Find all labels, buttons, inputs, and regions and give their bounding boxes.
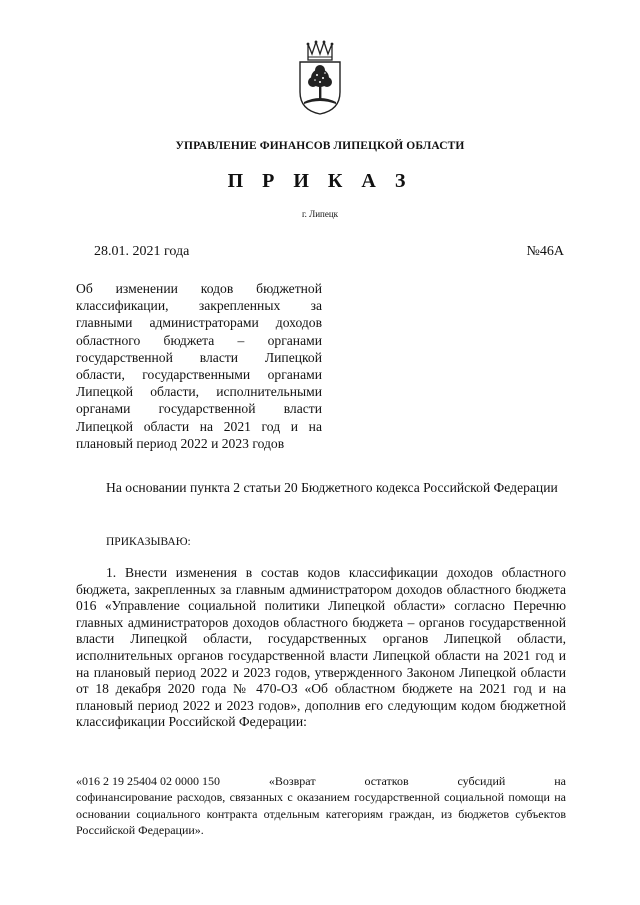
document-subject: Об изменении кодов бюджетной классификации, закрепленных за главными администраторами доходов областного бюджета – органами государственной власти Липецкой области, государственными органами Липецкой области, исполнительными органами государственной власти Липецкой области на 2021 год и на плановый период 2022 и 2023 годов [76,281,322,451]
document-date: 28.01. 2021 года [94,244,190,259]
order-word: ПРИКАЗЫВАЮ: [106,536,191,548]
budget-code: «016 2 19 25404 02 0000 150 [76,774,220,788]
organization-name: УПРАВЛЕНИЕ ФИНАНСОВ ЛИПЕЦКОЙ ОБЛАСТИ [175,140,465,152]
code-description-word: на [554,774,566,788]
city-label: г. Липецк [301,209,339,219]
budget-code-entry [76,773,566,839]
code-description: софинансирование расходов, связанных с оказанием государственной социальной помощи на основании социального контракта отдельным категориям граждан, из бюджетов субъектов Российской Федерации». [76,790,566,838]
code-description-word: остатков [364,774,409,788]
document-number: №46А [526,244,564,259]
code-entry-first-line [76,773,566,789]
document-title: П Р И К А З [227,170,413,192]
coat-of-arms-icon [296,40,344,116]
basis-paragraph: На основании пункта 2 статьи 20 Бюджетного кодекса Российской Федерации [106,480,558,495]
code-description-word: субсидий [457,774,506,788]
item-1-paragraph: 1. Внести изменения в состав кодов классификации доходов областного бюджета, закрепленных за главным администратором доходов областного бюджета 016 «Управление социальной политики Липецкой области» согласно Перечню главных администраторов доходов областного бюджета – органов государственной власти Липецкой области, государственных органов Липецкой области, исполнительных органов государственной власти Липецкой области на 2021 год и на плановый период 2022 и 2023 годов, утвержденного Законом Липецкой области от 18 декабря 2020 года № 470-ОЗ «Об областном бюджете на 2021 год и на плановый период 2022 и 2023 годов», дополнив его следующим кодом бюджетной классификации Российской Федерации: [76,565,566,730]
code-description-word: «Возврат [268,774,316,788]
